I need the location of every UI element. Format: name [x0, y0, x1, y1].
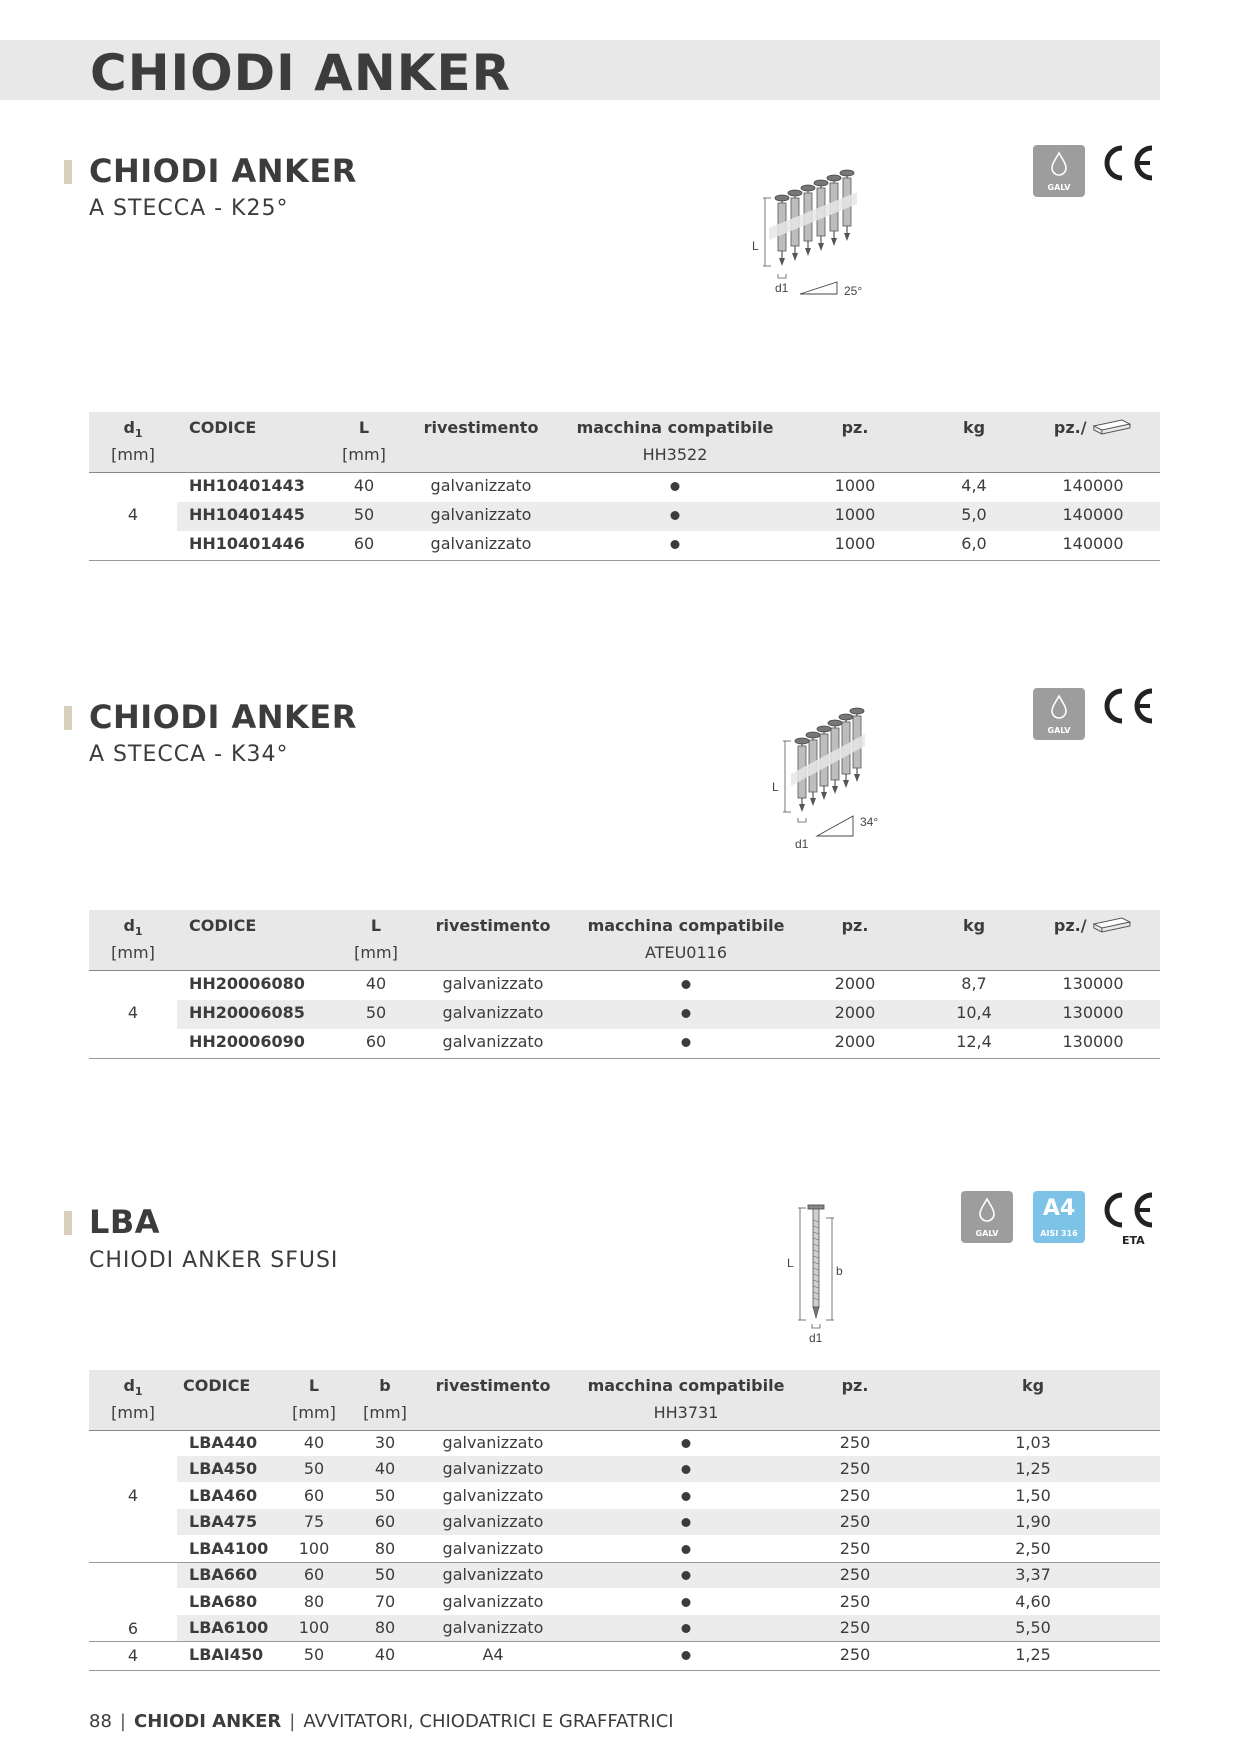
cell-L: 50	[365, 1003, 387, 1022]
cell-pz: 250	[839, 1565, 871, 1584]
cell-pz-pallet: 140000	[1062, 476, 1124, 495]
cell-codice: LBA475	[189, 1512, 258, 1531]
col-header-codice: CODICE	[189, 418, 257, 437]
col-header-L: L	[308, 1376, 320, 1395]
section-title: CHIODI ANKER	[89, 698, 357, 736]
cell-b: 60	[374, 1512, 396, 1531]
col-header-rivestimento: rivestimento	[435, 916, 551, 935]
unit-L: [mm]	[354, 943, 398, 962]
loose-nail-diagram	[780, 1200, 860, 1350]
unit-b: [mm]	[363, 1403, 407, 1422]
cell-compatible-dot	[671, 534, 680, 553]
label-d1: d1	[809, 1331, 823, 1345]
unit-d1: [mm]	[111, 1403, 155, 1422]
footer-chapter: AVVITATORI, CHIODATRICI E GRAFFATRICI	[303, 1711, 674, 1732]
unit-L: [mm]	[342, 445, 386, 464]
ce-mark-icon	[1100, 1189, 1158, 1231]
cell-L: 60	[303, 1486, 325, 1505]
cell-codice: LBA6100	[189, 1618, 269, 1637]
cell-b: 70	[374, 1592, 396, 1611]
cell-codice: HH10401445	[189, 505, 305, 524]
cell-L: 100	[298, 1539, 330, 1558]
cell-compatible-dot	[682, 1592, 691, 1611]
label-L: L	[787, 1256, 794, 1270]
col-header-d1: $d_1$	[123, 916, 143, 939]
col-header-codice: CODICE	[189, 916, 257, 935]
cell-L: 80	[303, 1592, 325, 1611]
label-angle: 34°	[860, 815, 879, 829]
strip-nail-diagram-k25	[745, 162, 885, 322]
cell-rivestimento: galvanizzato	[430, 534, 532, 553]
col-header-pz: pz.	[841, 916, 869, 935]
cell-compatible-dot	[682, 1618, 691, 1637]
cell-codice: LBA440	[189, 1433, 258, 1452]
cell-compatible-dot	[682, 1512, 691, 1531]
cell-compatible-dot	[682, 1459, 691, 1478]
col-header-pz-pallet: pz./	[1054, 418, 1132, 437]
cell-L: 40	[353, 476, 375, 495]
cell-L: 50	[303, 1459, 325, 1478]
cell-kg: 6,0	[961, 534, 987, 553]
cell-kg: 1,25	[1015, 1645, 1051, 1664]
product-table-k25	[89, 412, 1160, 562]
a4-stainless-badge: A4 AISI 316	[1033, 1191, 1085, 1243]
col-header-b: b	[379, 1376, 391, 1395]
cell-pz-pallet: 140000	[1062, 534, 1124, 553]
group-rule	[89, 1641, 1160, 1642]
machine-code: HH3522	[642, 445, 708, 464]
cell-codice: LBA680	[189, 1592, 258, 1611]
cell-compatible-dot	[682, 1565, 691, 1584]
row-shading	[177, 1456, 1160, 1482]
cell-compatible-dot	[682, 1539, 691, 1558]
col-header-d1: $d_1$	[123, 418, 143, 441]
galv-badge: GALV	[1033, 145, 1085, 197]
cell-pz: 250	[839, 1433, 871, 1452]
pallet-icon	[1092, 916, 1132, 934]
col-header-L: L	[370, 916, 382, 935]
col-header-macchina: macchina compatibile	[587, 916, 785, 935]
cell-b: 80	[374, 1539, 396, 1558]
group-d1: 6	[127, 1619, 139, 1638]
machine-code: ATEU0116	[644, 943, 728, 962]
cell-rivestimento: galvanizzato	[442, 1592, 544, 1611]
unit-L: [mm]	[292, 1403, 336, 1422]
cell-codice: HH10401443	[189, 476, 305, 495]
col-header-d1: $d_1$	[123, 1376, 143, 1399]
cell-L: 40	[303, 1433, 325, 1452]
cell-L: 75	[303, 1512, 325, 1531]
cell-rivestimento: galvanizzato	[442, 1459, 544, 1478]
cell-codice: LBAI450	[189, 1645, 264, 1664]
pallet-icon	[1092, 418, 1132, 436]
cell-compatible-dot	[671, 476, 680, 495]
cell-rivestimento: galvanizzato	[442, 1539, 544, 1558]
eta-label: ETA	[1122, 1234, 1145, 1247]
cell-L: 40	[365, 974, 387, 993]
cell-b: 40	[374, 1645, 396, 1664]
cell-b: 50	[374, 1565, 396, 1584]
cell-kg: 12,4	[956, 1032, 992, 1051]
page-footer: 88 | CHIODI ANKER | AVVITATORI, CHIODATRICI E GRAFFATRICI	[89, 1711, 674, 1732]
cell-compatible-dot	[682, 1003, 691, 1022]
cell-kg: 1,50	[1015, 1486, 1051, 1505]
cell-L: 60	[353, 534, 375, 553]
table-bottom-rule	[89, 1058, 1160, 1059]
group-d1: 4	[127, 1486, 139, 1505]
cell-compatible-dot	[682, 1486, 691, 1505]
cell-rivestimento: galvanizzato	[442, 1003, 544, 1022]
row-shading	[177, 1562, 1160, 1588]
page-number: 88	[89, 1711, 112, 1732]
section-subtitle: CHIODI ANKER SFUSI	[89, 1248, 339, 1273]
cell-kg: 4,4	[961, 476, 987, 495]
cell-rivestimento: A4	[482, 1645, 504, 1664]
ce-mark-icon	[1100, 142, 1158, 184]
section-subtitle: A STECCA - K25°	[89, 196, 289, 221]
cell-codice: LBA4100	[189, 1539, 269, 1558]
group-d1: 4	[127, 1646, 139, 1665]
galv-badge: GALV	[1033, 688, 1085, 740]
cell-pz: 250	[839, 1618, 871, 1637]
cell-codice: LBA660	[189, 1565, 258, 1584]
cell-L: 60	[365, 1032, 387, 1051]
cell-pz: 250	[839, 1539, 871, 1558]
label-L: L	[772, 780, 779, 794]
section-marker	[64, 160, 72, 184]
label-d1: d1	[795, 837, 809, 851]
label-angle: 25°	[844, 284, 863, 298]
cell-kg: 1,90	[1015, 1512, 1051, 1531]
cell-pz-pallet: 140000	[1062, 505, 1124, 524]
cell-kg: 2,50	[1015, 1539, 1051, 1558]
cell-L: 100	[298, 1618, 330, 1637]
cell-compatible-dot	[682, 1433, 691, 1452]
cell-compatible-dot	[682, 1032, 691, 1051]
cell-codice: LBA450	[189, 1459, 258, 1478]
cell-codice: HH10401446	[189, 534, 305, 553]
cell-codice: LBA460	[189, 1486, 258, 1505]
section-marker	[64, 706, 72, 730]
cell-pz: 250	[839, 1512, 871, 1531]
drop-icon	[961, 1191, 1013, 1227]
col-header-rivestimento: rivestimento	[423, 418, 539, 437]
group-rule	[89, 1562, 1160, 1563]
col-header-macchina: macchina compatibile	[587, 1376, 785, 1395]
col-header-L: L	[358, 418, 370, 437]
cell-compatible-dot	[682, 974, 691, 993]
col-header-kg: kg	[962, 418, 986, 437]
cell-rivestimento: galvanizzato	[442, 1618, 544, 1637]
strip-nail-diagram-k34	[765, 698, 905, 858]
cell-pz: 1000	[834, 505, 876, 524]
cell-kg: 4,60	[1015, 1592, 1051, 1611]
ce-mark-icon	[1100, 685, 1158, 727]
cell-b: 40	[374, 1459, 396, 1478]
cell-pz: 1000	[834, 476, 876, 495]
cell-pz: 250	[839, 1645, 871, 1664]
section-marker	[64, 1211, 72, 1235]
cell-b: 80	[374, 1618, 396, 1637]
drop-icon	[1033, 688, 1085, 724]
cell-b: 50	[374, 1486, 396, 1505]
cell-pz-pallet: 130000	[1062, 974, 1124, 993]
cell-pz: 2000	[834, 974, 876, 993]
page-title: CHIODI ANKER	[90, 44, 512, 102]
col-header-pz-pallet: pz./	[1054, 916, 1132, 935]
label-d1: d1	[775, 281, 789, 295]
cell-codice: HH20006085	[189, 1003, 305, 1022]
cell-kg: 1,25	[1015, 1459, 1051, 1478]
cell-kg: 5,50	[1015, 1618, 1051, 1637]
cell-b: 30	[374, 1433, 396, 1452]
drop-icon	[1033, 145, 1085, 181]
cell-rivestimento: galvanizzato	[442, 974, 544, 993]
unit-d1: [mm]	[111, 943, 155, 962]
cell-compatible-dot	[682, 1645, 691, 1664]
cell-pz: 2000	[834, 1032, 876, 1051]
cell-pz: 250	[839, 1592, 871, 1611]
cell-rivestimento: galvanizzato	[442, 1433, 544, 1452]
cell-L: 60	[303, 1565, 325, 1584]
cell-codice: HH20006090	[189, 1032, 305, 1051]
cell-pz: 1000	[834, 534, 876, 553]
cell-kg: 1,03	[1015, 1433, 1051, 1452]
group-d1: 4	[127, 1003, 139, 1022]
label-L: L	[752, 239, 759, 253]
col-header-kg: kg	[962, 916, 986, 935]
section-subtitle: A STECCA - K34°	[89, 742, 289, 767]
cell-rivestimento: galvanizzato	[442, 1032, 544, 1051]
cell-compatible-dot	[671, 505, 680, 524]
machine-code: HH3731	[653, 1403, 719, 1422]
cell-pz: 250	[839, 1459, 871, 1478]
group-d1: 4	[127, 505, 139, 524]
cell-L: 50	[353, 505, 375, 524]
cell-kg: 5,0	[961, 505, 987, 524]
col-header-kg: kg	[1021, 1376, 1045, 1395]
cell-rivestimento: galvanizzato	[442, 1512, 544, 1531]
product-table-lba	[89, 1370, 1160, 1672]
table-bottom-rule	[89, 1670, 1160, 1671]
cell-pz-pallet: 130000	[1062, 1003, 1124, 1022]
cell-rivestimento: galvanizzato	[430, 505, 532, 524]
cell-pz: 250	[839, 1486, 871, 1505]
row-shading	[177, 1509, 1160, 1535]
footer-section: CHIODI ANKER	[133, 1711, 282, 1732]
col-header-codice: CODICE	[183, 1376, 251, 1395]
cell-rivestimento: galvanizzato	[430, 476, 532, 495]
cell-rivestimento: galvanizzato	[442, 1565, 544, 1584]
cell-codice: HH20006080	[189, 974, 305, 993]
row-shading	[177, 1000, 1160, 1029]
section-title: LBA	[89, 1203, 161, 1241]
row-shading	[177, 502, 1160, 531]
cell-rivestimento: galvanizzato	[442, 1486, 544, 1505]
cell-pz: 2000	[834, 1003, 876, 1022]
cell-kg: 8,7	[961, 974, 987, 993]
cell-L: 50	[303, 1645, 325, 1664]
col-header-pz: pz.	[841, 418, 869, 437]
cell-kg: 10,4	[956, 1003, 992, 1022]
col-header-rivestimento: rivestimento	[435, 1376, 551, 1395]
section-title: CHIODI ANKER	[89, 152, 357, 190]
product-table-k34	[89, 910, 1160, 1060]
col-header-pz: pz.	[841, 1376, 869, 1395]
label-b: b	[836, 1264, 843, 1278]
galv-badge: GALV	[961, 1191, 1013, 1243]
table-bottom-rule	[89, 560, 1160, 561]
col-header-macchina: macchina compatibile	[576, 418, 774, 437]
unit-d1: [mm]	[111, 445, 155, 464]
cell-pz-pallet: 130000	[1062, 1032, 1124, 1051]
cell-kg: 3,37	[1015, 1565, 1051, 1584]
